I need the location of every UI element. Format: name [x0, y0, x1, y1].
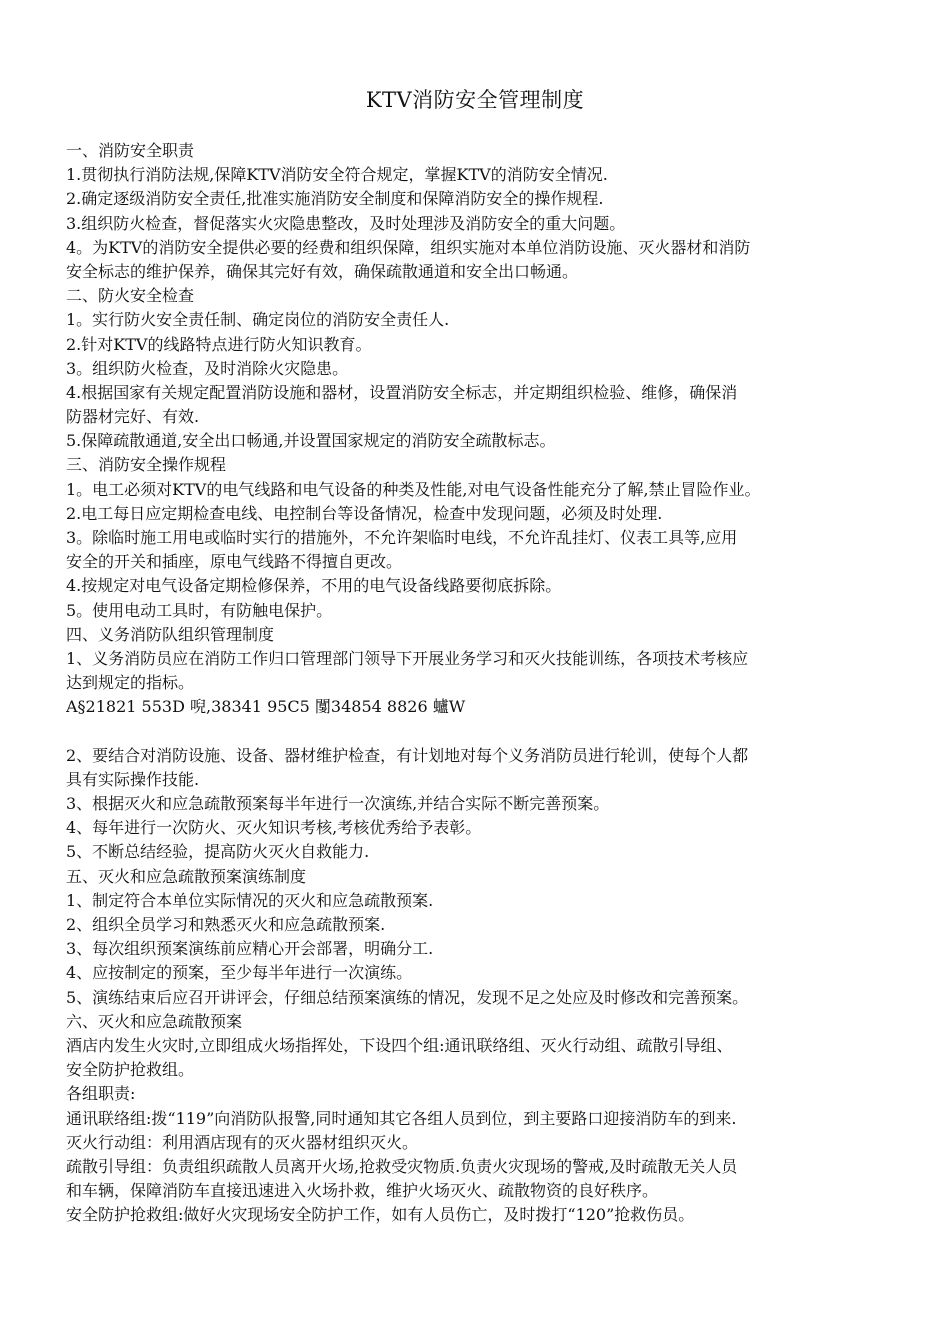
text-line: 5。使用电动工具时，有防触电保护。 — [66, 600, 333, 620]
document-body — [66, 139, 896, 1227]
text-line: 1。实行防火安全责任制、确定岗位的消防安全责任人. — [66, 310, 450, 330]
text-line: 2、要结合对消防设施、设备、器材维护检查，有计划地对每个义务消防员进行轮训，使每个人都 — [66, 745, 749, 765]
text-line: 5、演练结束后应召开讲评会，仔细总结预案演练的情况，发现不足之处应及时修改和完善预案。 — [66, 987, 749, 1007]
text-line: 2、组织全员学习和熟悉灭火和应急疏散预案. — [66, 915, 386, 934]
text-line: 3。除临时施工用电或临时实行的措施外，不允许架临时电线，不允许乱挂灯、仪表工具等,应用 — [66, 528, 738, 547]
text-line: 4.按规定对电气设备定期检修保养，不用的电气设备线路要彻底拆除。 — [66, 576, 562, 596]
text-line: 具有实际操作技能. — [66, 769, 200, 789]
text-line: 3。组织防火检查，及时消除火灾隐患。 — [66, 358, 349, 378]
text-line: 4、应按制定的预案，至少每半年进行一次演练。 — [66, 963, 413, 983]
text-line: 安全的开关和插座，原电气线路不得擅自更改。 — [66, 552, 403, 572]
text-line: 一、消防安全职责 — [66, 141, 195, 160]
text-line: 疏散引导组：负责组织疏散人员离开火场,抢救受灾物质.负责火灾现场的警戒,及时疏散无关人员 — [66, 1156, 738, 1176]
document-title: KTV消防安全管理制度 — [365, 88, 585, 112]
text-line: 1。电工必须对KTV的电气线路和电气设备的种类及性能,对电气设备性能充分了解,禁止冒险作业。 — [66, 479, 761, 499]
text-line: 3、每次组织预案演练前应精心开会部署，明确分工. — [66, 939, 434, 959]
text-line: 酒店内发生火灾时,立即组成火场指挥处，下设四个组:通讯联络组、灭火行动组、疏散引导组、 — [66, 1035, 733, 1055]
text-line: 5.保障疏散通道,安全出口畅通,并设置国家规定的消防安全疏散标志。 — [66, 431, 556, 451]
text-line: 通讯联络组:拨“119”向消防队报警,同时通知其它各组人员到位，到主要路口迎接消防车的到来. — [66, 1108, 737, 1128]
text-line: 3、根据灭火和应急疏散预案每半年进行一次演练,并结合实际不断完善预案。 — [66, 794, 610, 814]
text-line: 2.电工每日应定期检查电线、电控制台等设备情况，检查中发现问题，必须及时处理. — [66, 503, 663, 523]
text-line: 5、不断总结经验，提高防火灭火自救能力. — [66, 842, 370, 862]
text-line: 各组职责: — [66, 1084, 136, 1104]
text-line: 1、制定符合本单位实际情况的灭火和应急疏散预案. — [66, 890, 434, 910]
text-line: 2.针对KTV的线路特点进行防火知识教育。 — [66, 334, 372, 354]
text-line: 和车辆，保障消防车直接迅速进入火场扑救，维护火场灭火、疏散物资的良好秩序。 — [66, 1181, 659, 1201]
text-line: 安全防护抢救组:做好火灾现场安全防护工作，如有人员伤亡，及时拨打“120”抢救伤员。 — [66, 1205, 695, 1225]
text-line: A§21821 553D 唲,38341 95C5 闅34854 8826 蠦W — [66, 697, 466, 717]
text-line: 4。为KTV的消防安全提供必要的经费和组织保障，组织实施对本单位消防设施、灭火器材和消防 — [66, 237, 751, 257]
text-line: 达到规定的指标。 — [66, 673, 195, 693]
text-line: 二、防火安全检查 — [66, 286, 195, 306]
text-line: 五、灭火和应急疏散预案演练制度 — [66, 866, 307, 886]
text-line: 1.贯彻执行消防法规,保障KTV消防安全符合规定，掌握KTV的消防安全情况. — [66, 165, 608, 185]
blank-line — [66, 720, 896, 744]
text-line: 2.确定逐级消防安全责任,批准实施消防安全制度和保障消防安全的操作规程. — [66, 189, 604, 209]
text-line: 安全标志的维护保养，确保其完好有效，确保疏散通道和安全出口畅通。 — [66, 261, 579, 281]
text-line: 1、义务消防员应在消防工作归口管理部门领导下开展业务学习和灭火技能训练，各项技术考核应 — [66, 648, 749, 668]
text-line: 六、灭火和应急疏散预案 — [66, 1011, 243, 1031]
text-line: 3.组织防火检查，督促落实火灾隐患整改，及时处理涉及消防安全的重大问题。 — [66, 213, 626, 233]
text-line: 四、义务消防队组织管理制度 — [66, 624, 275, 644]
text-line: 4.根据国家有关规定配置消防设施和器材，设置消防安全标志，并定期组织检验、维修，确保消 — [66, 382, 738, 402]
text-line: 安全防护抢救组。 — [66, 1060, 195, 1080]
text-line: 4、每年进行一次防火、灭火知识考核,考核优秀给予表彰。 — [66, 818, 482, 838]
text-line: 防器材完好、有效. — [66, 407, 200, 427]
text-line: 灭火行动组：利用酒店现有的灭火器材组织灭火。 — [66, 1132, 419, 1152]
text-line: 三、消防安全操作规程 — [66, 455, 227, 475]
